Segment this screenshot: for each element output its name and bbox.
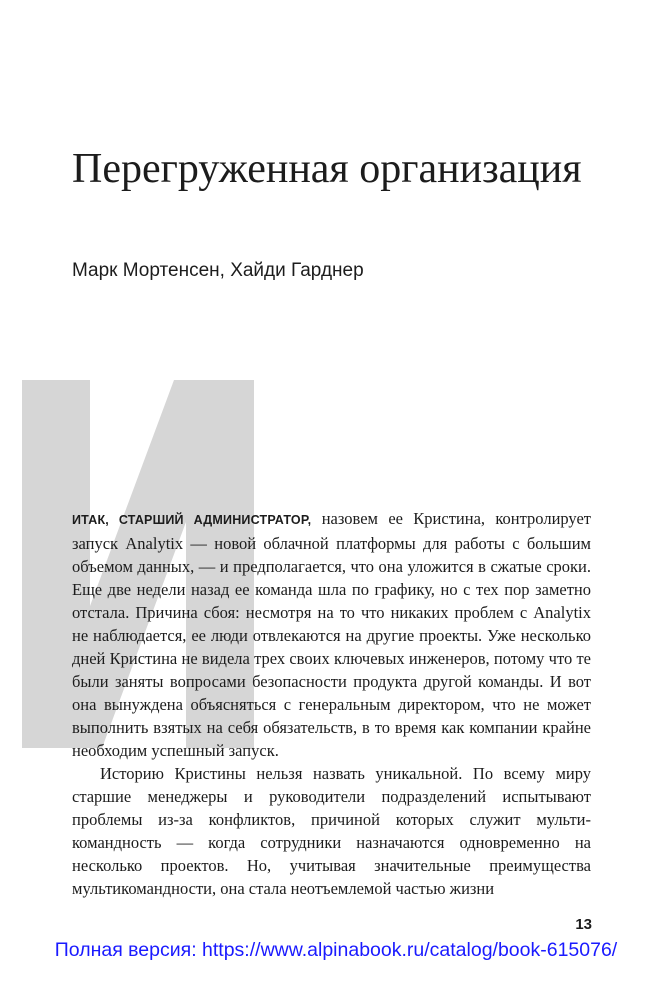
paragraph-2: Историю Кристины нельзя назвать уникальной. По всему миру старшие менеджеры и руководители подразделений испытывают проблемы из-за конфликтов, причиной которых служит мультикомандность — когда сотрудники назначаются одновременно на несколько проектов. Но, учитывая значительные преимущества мультикомандности, она стала неотъемлемой частью жизни xyxy=(72,764,591,898)
page-number: 13 xyxy=(575,916,592,933)
lead-in: ИТАК, СТАРШИЙ АДМИНИСТРАТОР, xyxy=(72,513,312,527)
chapter-authors: Марк Мортенсен, Хайди Гарднер xyxy=(72,260,364,281)
chapter-title: Перегруженная организация xyxy=(72,146,582,192)
body-text xyxy=(72,507,591,900)
paragraph-1-text: назовем ее Кристина, контролирует запуск Analytix — новой облачной платформы для работы с большим объемом данных, — и предполагается, что она уложится в сжатые сроки. Еще две недели назад ее команда шла по графику, но с тех пор заметно отстала. Причина сбоя: несмотря на то что никаких проблем с Analytix не наблюдается, ее люди отвлекаются на другие проекты. Уже несколько дней Кристина не видела трех своих ключевых инженеров, потому что те были заняты вопросами безопасности продукта другой команды. И вот она вынуждена объясняться с генеральным директором, что не может выполнить взятых на себя обязательств, в то время как компании крайне необходим успешный запуск. xyxy=(72,509,591,760)
full-version-link[interactable]: Полная версия: https://www.alpinabook.ru/catalog/book-615076/ xyxy=(54,939,618,961)
drop-cap-letter xyxy=(22,380,23,381)
paragraph-1 xyxy=(72,507,591,762)
